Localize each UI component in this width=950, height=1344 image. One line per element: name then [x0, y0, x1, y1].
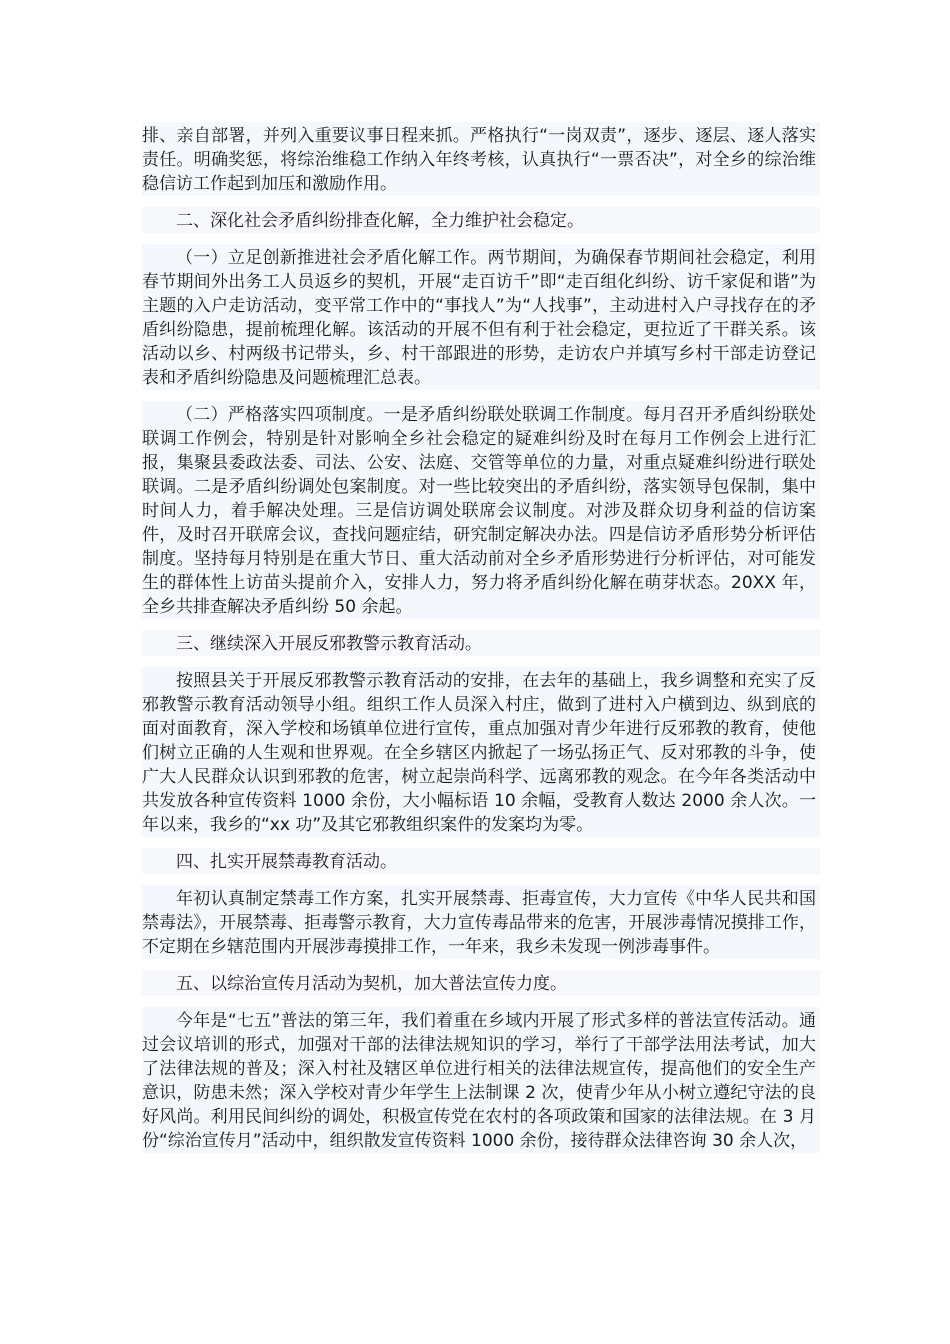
document-body — [142, 122, 820, 1164]
paragraph-four-systems: （二）严格落实四项制度。一是矛盾纠纷联处联调工作制度。每月召开矛盾纠纷联处联调工作例会，特别是针对影响全乡社会稳定的疑难纠纷及时在每月工作例会上进行汇报，集聚县委政法委、司法、公安、法庭、交管等单位的力量，对重点疑难纠纷进行联处联调。二是矛盾纠纷调处包案制度。对一些比较突出的矛盾纠纷，落实领导包保制，集中时间人力，着手解决处理。三是信访调处联席会议制度。对涉及群众切身利益的信访案件，及时召开联席会议，查找问题症结，研究制定解决办法。四是信访矛盾形势分析评估制度。坚持每月特别是在重大节日、重大活动前对全乡矛盾形势进行分析评估，对可能发生的群体性上访苗头提前介入，安排人力，努力将矛盾纠纷化解在萌芽状态。20XX 年，全乡共排查解决矛盾纠纷 50 余起。 — [142, 401, 820, 619]
paragraph-anti-drug-education: 年初认真制定禁毒工作方案，扎实开展禁毒、拒毒宣传，大力宣传《中华人民共和国禁毒法》，开展禁毒、拒毒警示教育，大力宣传毒品带来的危害，开展涉毒情况摸排工作，不定期在乡辖范围内开展涉毒摸排工作，一年来，我乡未发现一例涉毒事件。 — [142, 885, 820, 959]
section-heading-4: 四、扎实开展禁毒教育活动。 — [142, 848, 820, 874]
section-heading-5: 五、以综治宣传月活动为契机，加大普法宣传力度。 — [142, 970, 820, 996]
section-heading-2: 二、深化社会矛盾纠纷排查化解，全力维护社会稳定。 — [142, 207, 820, 233]
section-heading-3: 三、继续深入开展反邪教警示教育活动。 — [142, 630, 820, 656]
paragraph-anti-cult-education: 按照县关于开展反邪教警示教育活动的安排，在去年的基础上，我乡调整和充实了反邪教警示教育活动领导小组。组织工作人员深入村庄，做到了进村入户横到边、纵到底的面对面教育，深入学校和场镇单位进行宣传，重点加强对青少年进行反邪教的教育，使他们树立正确的人生观和世界观。在全乡辖区内掀起了一场弘扬正气、反对邪教的斗争，使广大人民群众认识到邪教的危害，树立起崇尚科学、远离邪教的观念。在今年各类活动中共发放各种宣传资料 1000 余份，大小幅标语 10 余幅，受教育人数达 2000 余人次。一年以来，我乡的“xx 功”及其它邪教组织案件的发案均为零。 — [142, 667, 820, 837]
paragraph-innovation-mediation: （一）立足创新推进社会矛盾化解工作。两节期间，为确保春节期间社会稳定，利用春节期间外出务工人员返乡的契机，开展“走百访千”即“走百组化纠纷、访千家促和谐”为主题的入户走访活动，变平常工作中的“事找人”为“人找事”，主动进村入户寻找存在的矛盾纠纷隐患，提前梳理化解。该活动的开展不但有利于社会稳定，更拉近了干群关系。该活动以乡、村两级书记带头，乡、村干部跟进的形势，走访农户并填写乡村干部走访登记表和矛盾纠纷隐患及问题梳理汇总表。 — [142, 244, 820, 390]
paragraph-legal-publicity: 今年是“七五”普法的第三年，我们着重在乡域内开展了形式多样的普法宣传活动。通过会议培训的形式，加强对干部的法律法规知识的学习，举行了干部学法用法考试，加大了法律法规的普及；深入村社及辖区单位进行相关的法律法规宣传，提高他们的安全生产意识，防患未然；深入学校对青少年学生上法制课 2 次，使青少年从小树立遵纪守法的良好风尚。利用民间纠纷的调处，积极宣传党在农村的各项政策和国家的法律法规。在 3 月份“综治宣传月”活动中，组织散发宣传资料 1000 余份，接待群众法律咨询 30 余人次， — [142, 1007, 820, 1153]
paragraph-continuation: 排、亲自部署，并列入重要议事日程来抓。严格执行“一岗双责”，逐步、逐层、逐人落实责任。明确奖惩，将综治维稳工作纳入年终考核，认真执行“一票否决”，对全乡的综治维稳信访工作起到加压和激励作用。 — [142, 122, 820, 196]
